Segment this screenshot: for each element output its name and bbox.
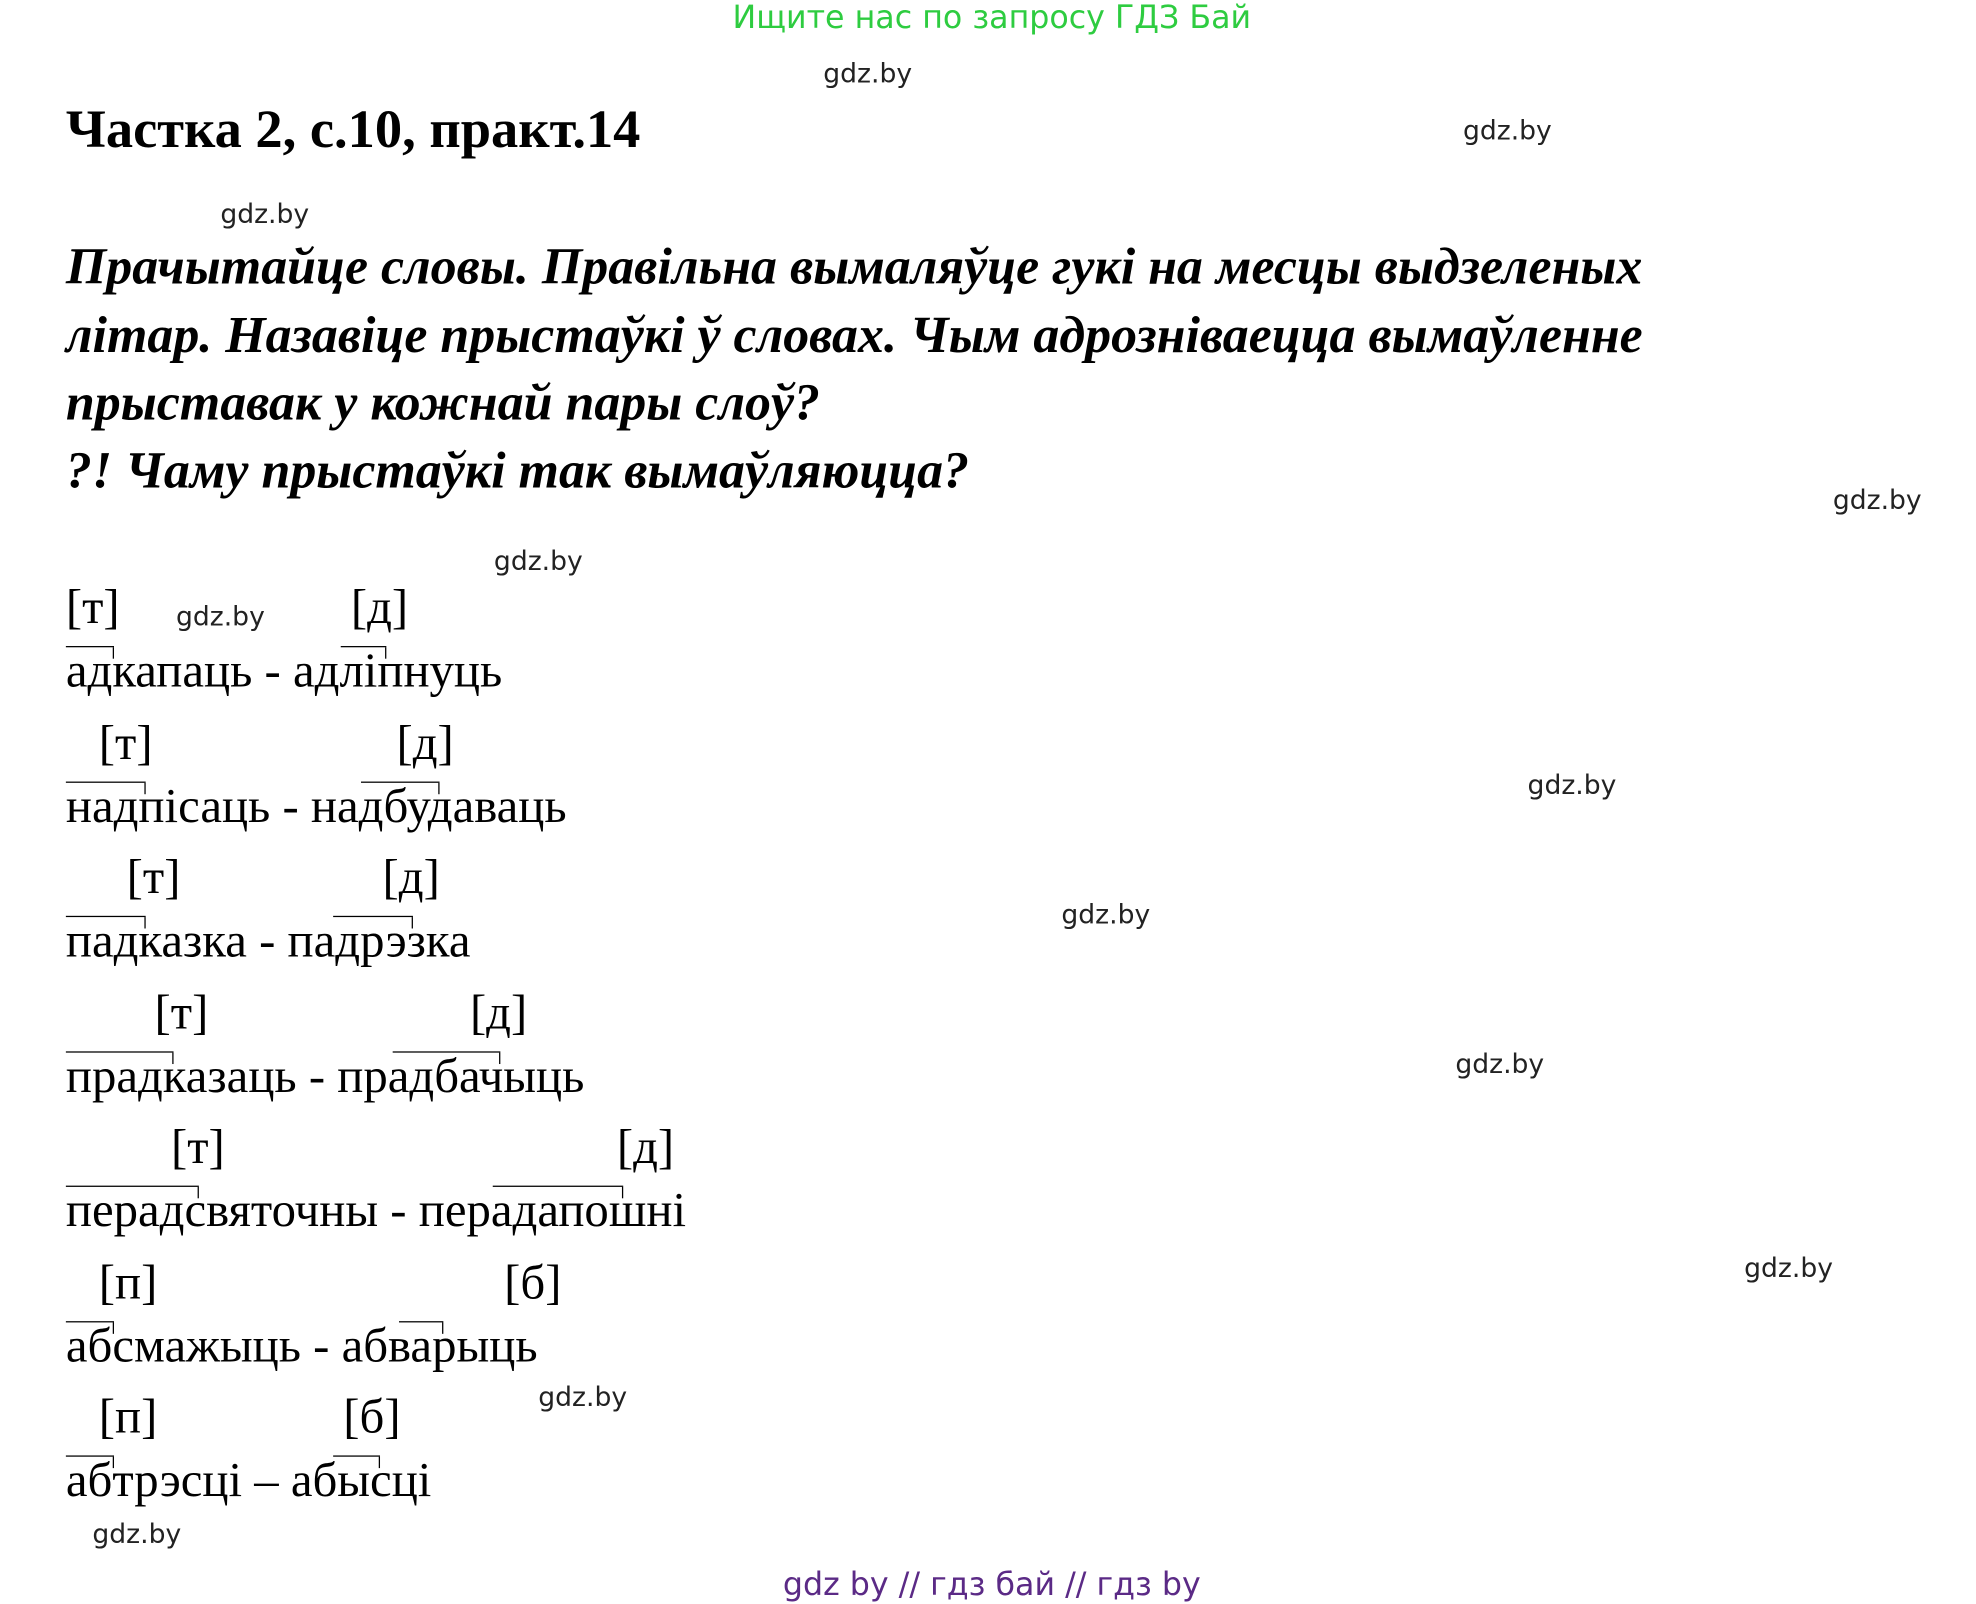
right-word: надбудаваць [310,779,567,833]
pair-separator: - [270,779,311,833]
instruction-line: прыставак у кожнай пары слоў? [65,372,820,431]
left-word: перадсвяточны [65,1184,379,1238]
right-word: абысці [290,1454,432,1508]
footer-links[interactable]: gdz by // гдз бай // гдз by [782,1565,1201,1603]
left-word: абсмажыць [65,1319,301,1373]
pair-separator: - [296,1049,338,1103]
left-word: прадказаць [65,1049,297,1103]
word-pair-text [66,913,471,969]
right-sound-transcription: [д] [469,986,528,1040]
left-sound-transcription: [т] [98,716,153,770]
watermark-text: gdz.by [175,601,265,633]
watermark-text: gdz.by [1527,770,1617,801]
watermark-text: gdz.by [1744,1252,1833,1284]
word-pair-text [66,1453,431,1509]
left-word: надпісаць [65,779,271,833]
word-pair-text [66,778,567,834]
right-sound-transcription: [д] [350,581,409,635]
pair-separator: - [246,914,288,968]
left-word: адкапаць [65,644,253,698]
left-sound-transcription: [т] [154,986,209,1040]
right-sound-transcription: [б] [504,1255,562,1310]
right-word: абварыць [341,1319,538,1373]
left-sound-transcription: [т] [126,851,181,905]
left-sound-transcription: [п] [98,1255,158,1310]
right-sound-transcription: [д] [396,716,454,770]
watermark-text: gdz.by [1061,899,1151,930]
page-title: Частка 2, с.10, практ.14 [65,100,641,160]
word-pair-text [66,1048,585,1104]
search-banner[interactable]: Ищите нас по запросу ГДЗ Бай [732,0,1252,36]
right-word: падрэзка [287,914,471,968]
word-pair-text [66,1318,538,1374]
right-sound-transcription: [б] [343,1390,401,1445]
watermark-text: gdz.by [220,198,310,230]
right-word: адліпнуць [293,644,503,698]
left-sound-transcription: [т] [171,1121,225,1175]
left-word: абтрэсці [65,1454,243,1508]
pair-separator: - [300,1319,342,1373]
right-sound-transcription: [д] [382,851,440,905]
right-word: прадбачыць [337,1049,585,1103]
word-pair-text [66,643,502,699]
watermark-text: gdz.by [92,1518,182,1550]
right-word: перадапошні [418,1184,687,1238]
watermark-text: gdz.by [823,58,913,89]
left-word: падказка [65,914,247,968]
pair-separator: – [242,1454,291,1508]
left-sound-transcription: [п] [98,1390,158,1445]
word-pair-text [66,1183,686,1239]
instruction-line: Прачытайце словы. Правільна вымаляўце гукі на месцы выдзеленых [65,236,1643,296]
watermark-text: gdz.by [1462,115,1552,146]
instruction-line: ?! Чаму прыстаўкі так вымаўляюцца? [65,440,970,499]
pair-separator: - [378,1184,419,1238]
watermark-text: gdz.by [1455,1048,1545,1080]
watermark-text: gdz.by [538,1381,628,1413]
instruction-line: літар. Назавіце прыстаўкі ў словах. Чым адрозніваецца вымаўленне [65,304,1643,363]
watermark-text: gdz.by [1832,485,1922,516]
right-sound-transcription: [д] [616,1121,675,1175]
watermark-text: gdz.by [493,545,583,577]
task-instructions [66,233,1643,504]
left-sound-transcription: [т] [65,581,120,635]
pair-separator: - [252,644,294,698]
